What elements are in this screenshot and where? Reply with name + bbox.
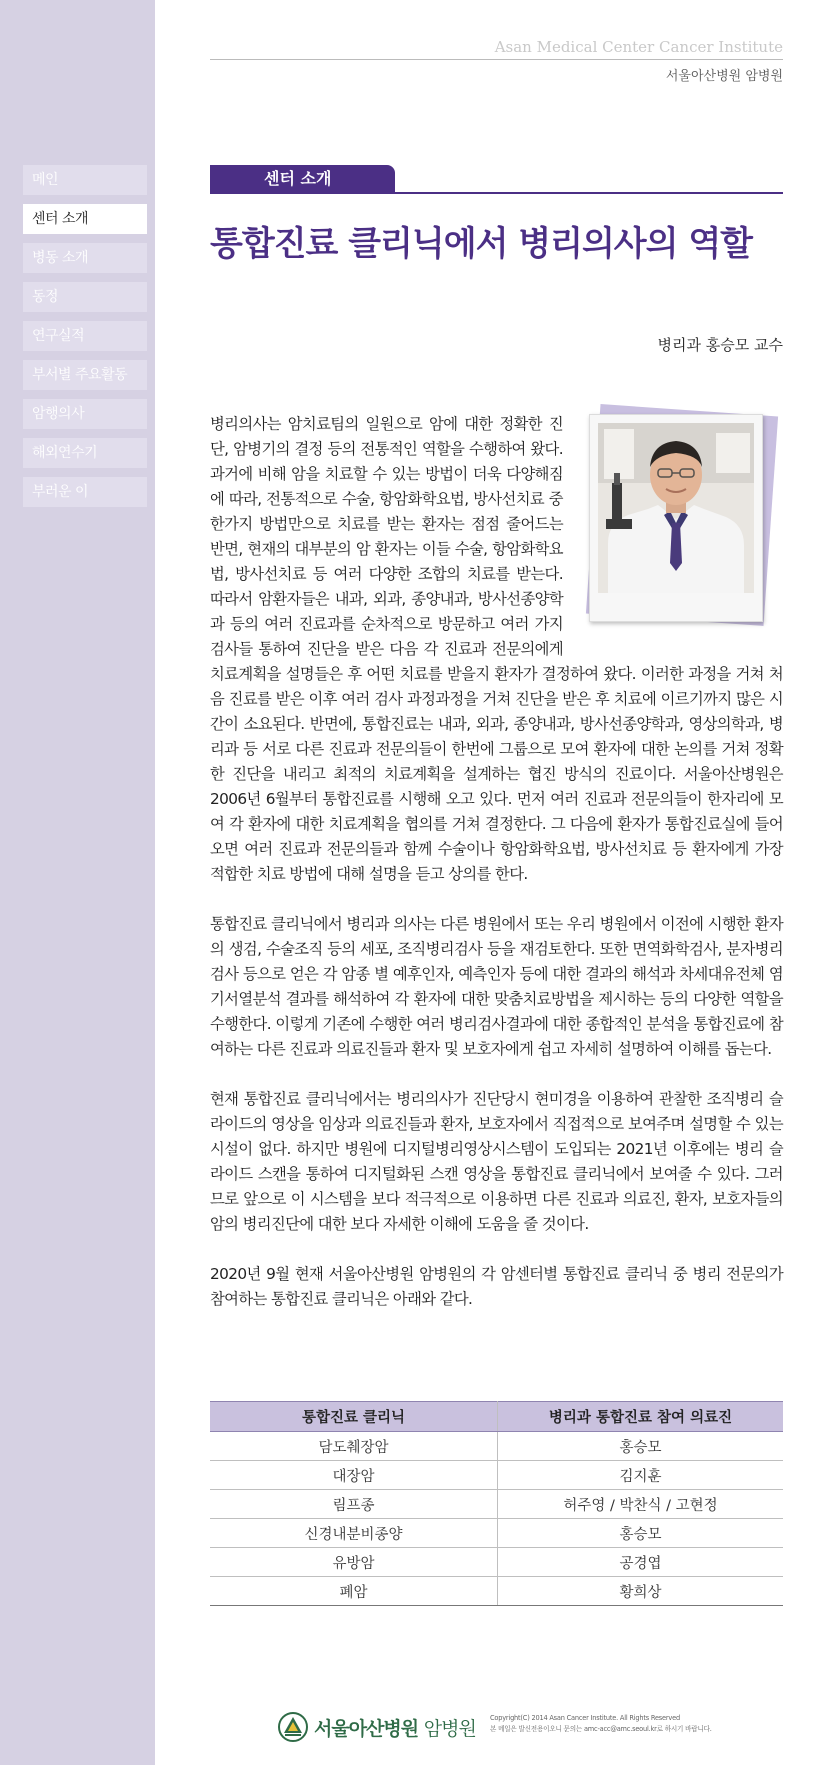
sidebar-item-secret-doctor[interactable]: 암행의사 bbox=[23, 399, 147, 429]
article-author: 병리과 홍승모 교수 bbox=[657, 336, 783, 354]
table-cell-clinic: 유방암 bbox=[210, 1548, 498, 1577]
header-institute-ko: 서울아산병원 암병원 bbox=[665, 69, 783, 84]
table-row bbox=[210, 1548, 783, 1577]
footer-contact-line: 본 메일은 발신전용이오니 문의는 amc-acc@amc.seoul.kr로 하시기 바랍니다. bbox=[490, 1725, 712, 1733]
table-cell-clinic: 신경내분비종양 bbox=[210, 1519, 498, 1548]
sidebar-item-envied-person[interactable]: 부러운 이 bbox=[23, 477, 147, 507]
article-paragraph: 병리의사는 암치료팀의 일원으로 암에 대한 정확한 진단, 암병기의 결정 등의 전통적인 역할을 수행하여 왔다. 과거에 비해 암을 치료할 수 있는 방법이 더욱 다양해짐에 따라, 전통적으로 수술, 항암화학요법, 방사선치료 중 한가지 방법만으로 치료를 받는 환자는 점점 줄어드는 반면, 현재의 대부분의 암 환자는 이들 수술, 항암화학요법, 방사선치료 등 여러 다양한 조합의 치료를 받는다. 따라서 암환자들은 내과, 외과, 종양내과, 방사선종양학과 등의 여러 진료과를 순차적으로 방문하고 여러 가지 검사들 통하여 진단을 받은 다음 각 진료과 전문의에게 치료계획을 설명들은 후 어떤 치료를 받을지 환자가 결정하여 왔다. 이러한 과정을 거쳐 처음 진료를 받은 이후 여러 검사 과정과정을 거쳐 진단을 받은 후 치료에 이르기까지 많은 시간이 소요된다. 반면에, 통합진료는 내과, 외과, 종양내과, 방사선종양학과, 영상의학과, 병리과 등 서로 다른 진료과 전문의들이 한번에 그룹으로 모여 환자에 대한 논의를 거쳐 정확한 진단을 내리고 최적의 치료계획을 설계하는 협진 방식의 진료이다. 서울아산병원은 2006년 6월부터 통합진료를 시행해 오고 있다. 먼저 여러 진료과 전문의들이 한자리에 모여 각 환자에 대한 치료계획을 협의를 거쳐 결정한다. 그 다음에 환자가 통합진료실에 들어오면 여러 진료과 전문의들과 함께 수술이나 항암화학요법, 방사선치료 등 환자에게 가장 적합한 치료 방법에 대해 설명을 듣고 상의를 한다. bbox=[210, 415, 783, 883]
table-cell-staff: 허주영 / 박찬식 / 고현정 bbox=[498, 1490, 784, 1519]
sidebar-item-overseas-training[interactable]: 해외연수기 bbox=[23, 438, 147, 468]
clinic-table bbox=[210, 1401, 783, 1606]
footer-copyright-line: Copyright(C) 2014 Asan Cancer Institute. All Rights Reserved bbox=[490, 1714, 680, 1722]
table-header-row bbox=[210, 1402, 783, 1432]
table-cell-clinic: 대장암 bbox=[210, 1461, 498, 1490]
table-cell-staff: 홍승모 bbox=[498, 1432, 784, 1461]
article-paragraph: 2020년 9월 현재 서울아산병원 암병원의 각 암센터별 통합진료 클리닉 중 병리 전문의가 참여하는 통합진료 클리닉은 아래와 같다. bbox=[210, 1265, 783, 1308]
header-institute-en: Asan Medical Center Cancer Institute bbox=[494, 38, 783, 56]
table-cell-staff: 공경엽 bbox=[498, 1548, 784, 1577]
author-portrait-image bbox=[598, 423, 754, 593]
table-cell-clinic: 림프종 bbox=[210, 1490, 498, 1519]
section-tab: 센터 소개 bbox=[210, 165, 395, 193]
sidebar-item-department-activities[interactable]: 부서별 주요활동 bbox=[23, 360, 147, 390]
table-header-staff: 병리과 통합진료 참여 의료진 bbox=[498, 1402, 784, 1432]
table-row bbox=[210, 1461, 783, 1490]
table-row bbox=[210, 1490, 783, 1519]
article-paragraph: 현재 통합진료 클리닉에서는 병리의사가 진단당시 현미경을 이용하여 관찰한 조직병리 슬라이드의 영상을 임상과 의료진들과 환자, 보호자에서 직접적으로 보여주며 설명할 수 있는 시설이 없다. 하지만 병원에 디지털병리영상시스템이 도입되는 2021년 이후에는 병리 슬라이드 스캔을 통하여 디지털화된 스캔 영상을 통합진료 클리닉에서 보여줄 수 있다. 그러므로 앞으로 이 시스템을 보다 적극적으로 이용하면 다른 진료과 의료진, 환자, 보호자들의 암의 병리진단에 대한 보다 자세한 이해에 도움을 줄 것이다. bbox=[210, 1090, 783, 1233]
table-cell-clinic: 폐암 bbox=[210, 1577, 498, 1606]
sidebar bbox=[0, 0, 155, 1765]
footer-hospital-name-sub: 암병원 bbox=[423, 1718, 476, 1740]
footer bbox=[278, 1710, 798, 1744]
footer-hospital-name bbox=[314, 1714, 476, 1741]
footer-copyright bbox=[490, 1713, 712, 1735]
sidebar-item-research[interactable]: 연구실적 bbox=[23, 321, 147, 351]
table-row bbox=[210, 1519, 783, 1548]
author-photo bbox=[583, 402, 783, 637]
sidebar-item-news[interactable]: 동정 bbox=[23, 282, 147, 312]
table-row bbox=[210, 1577, 783, 1606]
article-paragraph: 통합진료 클리닉에서 병리과 의사는 다른 병원에서 또는 우리 병원에서 이전에 시행한 환자의 생검, 수술조직 등의 세포, 조직병리검사 등을 재검토한다. 또한 면역화학검사, 분자병리검사 등으로 얻은 각 암종 별 예후인자, 예측인자 등에 대한 결과의 해석과 차세대유전체 염기서열분석 결과를 해석하여 각 환자에 대한 맞춤치료방법을 제시하는 등의 다양한 역할을 수행한다. 이렇게 기존에 수행한 여러 병리검사결과에 대한 종합적인 분석을 통합진료에 참여하는 다른 진료과 의료진들과 환자 및 보호자에게 쉽고 자세히 설명하여 이해를 돕는다. bbox=[210, 915, 783, 1058]
hospital-logo-icon bbox=[278, 1712, 308, 1742]
table-cell-clinic: 담도췌장암 bbox=[210, 1432, 498, 1461]
footer-hospital-name-main: 서울아산병원 bbox=[314, 1718, 419, 1740]
table-header-clinic: 통합진료 클리닉 bbox=[210, 1402, 498, 1432]
table-row bbox=[210, 1432, 783, 1461]
article-title: 통합진료 클리닉에서 병리의사의 역할 bbox=[210, 224, 753, 264]
sidebar-item-center-intro[interactable]: 센터 소개 bbox=[23, 204, 147, 234]
table-cell-staff: 홍승모 bbox=[498, 1519, 784, 1548]
article-body bbox=[210, 412, 783, 1337]
section-divider bbox=[210, 192, 783, 194]
sidebar-nav bbox=[23, 165, 147, 516]
header-divider bbox=[210, 59, 783, 60]
photo-frame bbox=[589, 414, 763, 622]
table-cell-staff: 김지훈 bbox=[498, 1461, 784, 1490]
sidebar-item-main[interactable]: 메인 bbox=[23, 165, 147, 195]
sidebar-item-ward-intro[interactable]: 병동 소개 bbox=[23, 243, 147, 273]
table-cell-staff: 황희상 bbox=[498, 1577, 784, 1606]
